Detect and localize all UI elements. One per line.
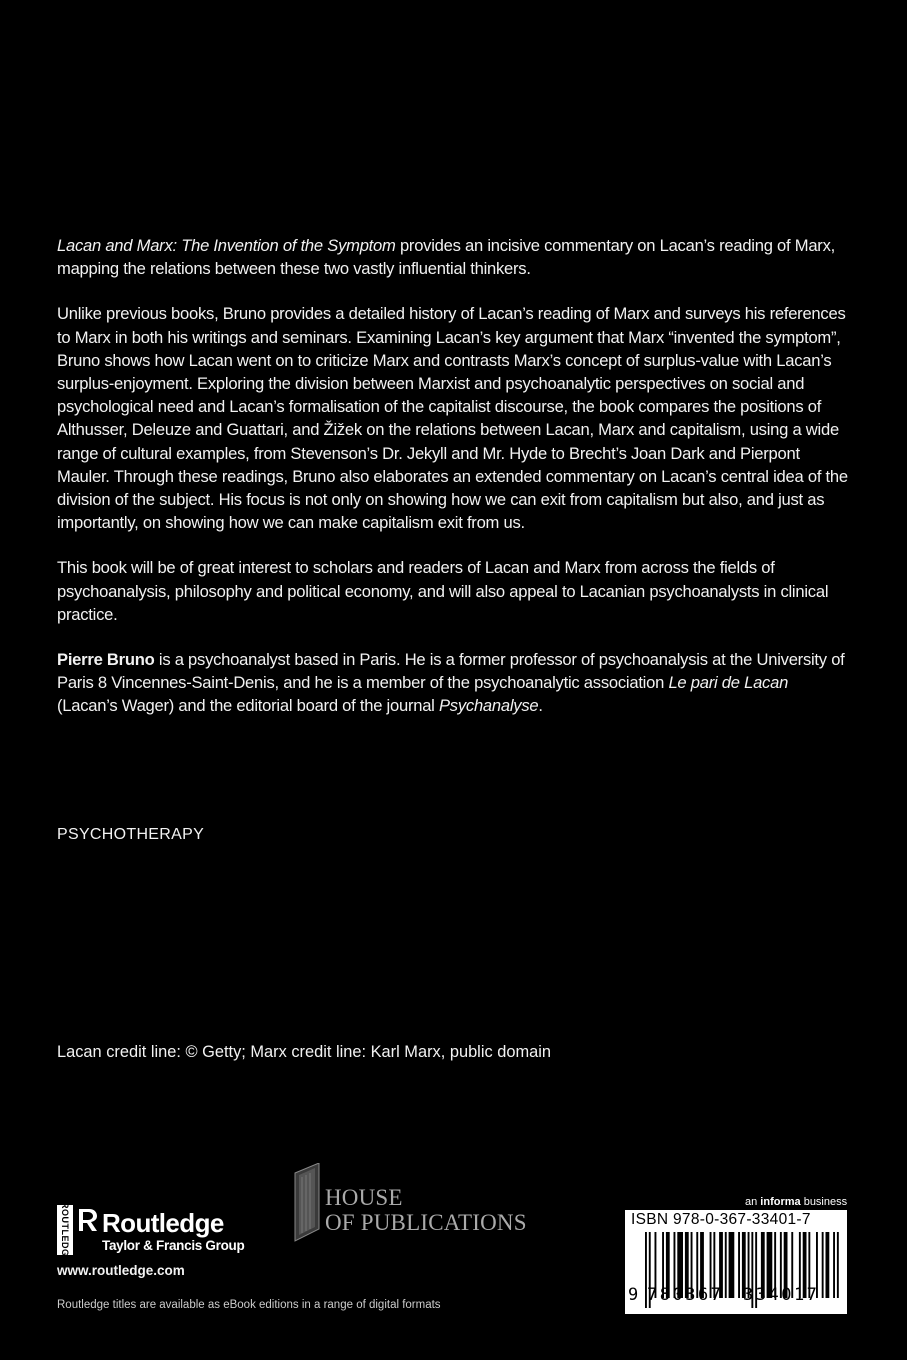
- ebook-note: Routledge titles are available as eBook editions in a range of digital formats: [57, 1299, 441, 1311]
- author-name: Pierre Bruno: [57, 650, 155, 670]
- subject-category: PSYCHOTHERAPY: [57, 826, 205, 843]
- publisher-group: Taylor & Francis Group: [102, 1238, 245, 1253]
- isbn-barcode-block: [625, 1210, 847, 1314]
- back-cover-blurb: [57, 234, 852, 740]
- journal-name: Psychanalyse: [438, 696, 539, 716]
- barcode-bar: [826, 1232, 830, 1298]
- informa-tagline: an informa business: [745, 1196, 848, 1208]
- barcode-bar: [738, 1232, 740, 1298]
- barcode-bar: [729, 1232, 735, 1298]
- routledge-vertical-mark: ROUTLEDGE: [57, 1205, 73, 1255]
- association-name: Le pari de Lacan: [668, 673, 789, 693]
- routledge-logo: [57, 1202, 257, 1264]
- routledge-name: Routledge: [102, 1208, 224, 1238]
- barcode-bar: [833, 1232, 835, 1298]
- barcode-bar: [725, 1232, 727, 1298]
- book-title-italic: Lacan and Marx: The Invention of the Symptom: [57, 236, 396, 255]
- image-credit-line: Lacan credit line: © Getty; Marx credit line: Karl Marx, public domain: [57, 1043, 551, 1061]
- open-book-icon: [293, 1163, 325, 1245]
- barcode-digits-left: 780367: [647, 1285, 724, 1305]
- publisher-url[interactable]: www.routledge.com: [57, 1263, 185, 1278]
- blurb-paragraph-summary: Unlike previous books, Bruno provides a detailed history of Lacan’s reading of Marx and surveys his references to Marx in both his writings and seminars. Examining Lacan’s key argument that Marx “invented the symptom”, Bruno shows how Lacan went on to criticize Marx and contrasts Marx’s concept of surplus-value with Lacan’s surplus-enjoyment. Exploring the division between Marxist and psychoanalytic perspectives on social and psychological need and Lacan’s formalisation of the capitalist discourse, the book compares the positions of Althusser, Deleuze and Guattari, and Žižek on the relations between Lacan, Marx and capitalism, using a wide range of cultural examples, from Stevenson’s Dr. Jekyll and Mr. Hyde to Brecht’s Joan Dark and Pierpont Mauler. Through these readings, Bruno also elaborates an extended commentary on Lacan’s central idea of the division of the subject. His focus is not only on showing how we can exit from capitalism but also, and just as importantly, on showing how we can make capitalism exit from us.: [57, 304, 848, 533]
- blurb-paragraph-audience: This book will be of great interest to scholars and readers of Lacan and Marx from across the fields of psychoanalysis, philosophy and political economy, and will also appeal to Lacanian psychoanalysts in clinical practice.: [57, 558, 829, 624]
- barcode-bar: [837, 1232, 839, 1298]
- barcode-bar: [822, 1232, 824, 1298]
- blurb-paragraph-intro: Lacan and Marx: The Invention of the Symptom provides an incisive commentary on Lacan’s reading of Marx, mapping the relations between these two vastly influential thinkers.: [57, 236, 835, 279]
- house-of-publications-text: HOUSE OF PUBLICATIONS: [325, 1185, 527, 1235]
- routledge-r-icon: [77, 1207, 99, 1233]
- barcode-first-digit: 9: [628, 1285, 639, 1305]
- barcode-digits-right: 334017: [743, 1285, 820, 1305]
- isbn-label: ISBN 978-0-367-33401-7: [631, 1211, 811, 1228]
- house-of-publications-logo: [293, 1163, 533, 1243]
- author-bio: Pierre Bruno is a psychoanalyst based in Paris. He is a former professor of psychoanalysis at the University of Paris 8 Vincennes-Saint-Denis, and he is a member of the psychoanalytic association Le pari de Lacan (Lacan’s Wager) and the editorial board of the journal Psychanalyse.: [57, 650, 845, 716]
